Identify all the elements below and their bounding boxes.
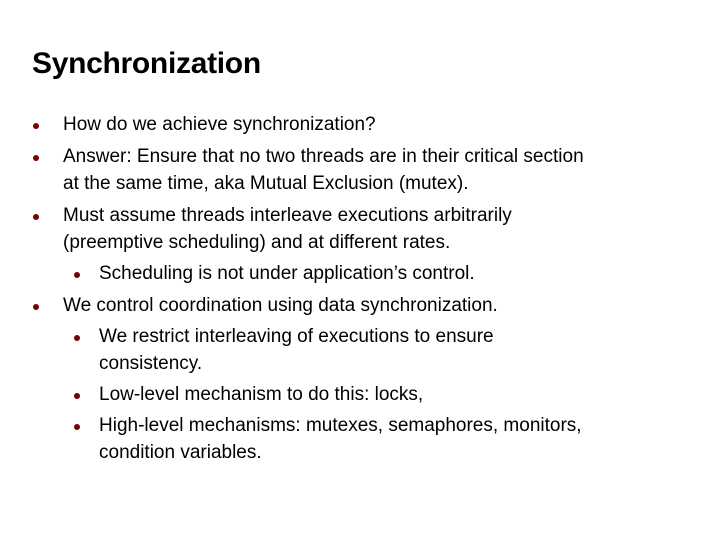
bullet-text-continued: at the same time, aka Mutual Exclusion (mutex).	[63, 173, 469, 194]
bullet-dot-icon	[74, 424, 80, 430]
bullet-dot-icon	[74, 335, 80, 341]
bullet-list	[0, 111, 700, 471]
bullet-item	[0, 202, 700, 256]
bullet-text: Must assume threads interleave executions arbitrarily	[63, 205, 512, 226]
bullet-item	[0, 292, 700, 319]
bullet-item	[0, 111, 700, 138]
bullet-dot-icon	[33, 304, 39, 310]
sub-bullet-item	[0, 412, 700, 466]
bullet-dot-icon	[33, 214, 39, 220]
sub-bullet-item	[0, 323, 700, 377]
bullet-text: High-level mechanisms: mutexes, semaphores, monitors,	[99, 415, 582, 436]
bullet-item	[0, 143, 700, 197]
sub-bullet-item	[0, 381, 700, 408]
bullet-text: We restrict interleaving of executions to ensure	[99, 326, 494, 347]
bullet-dot-icon	[33, 123, 39, 129]
bullet-text-continued: (preemptive scheduling) and at different rates.	[63, 232, 451, 253]
bullet-text: Low-level mechanism to do this: locks,	[99, 384, 424, 405]
slide-title: Synchronization	[32, 47, 261, 80]
bullet-text: Scheduling is not under application’s control.	[99, 263, 475, 284]
bullet-text-continued: consistency.	[99, 353, 203, 374]
bullet-text: How do we achieve synchronization?	[63, 114, 376, 135]
bullet-dot-icon	[74, 393, 80, 399]
bullet-text-continued: condition variables.	[99, 442, 262, 463]
bullet-dot-icon	[33, 155, 39, 161]
bullet-text: We control coordination using data synchronization.	[63, 295, 498, 316]
bullet-text: Answer: Ensure that no two threads are in their critical section	[63, 146, 584, 167]
sub-bullet-item	[0, 260, 700, 287]
bullet-dot-icon	[74, 272, 80, 278]
